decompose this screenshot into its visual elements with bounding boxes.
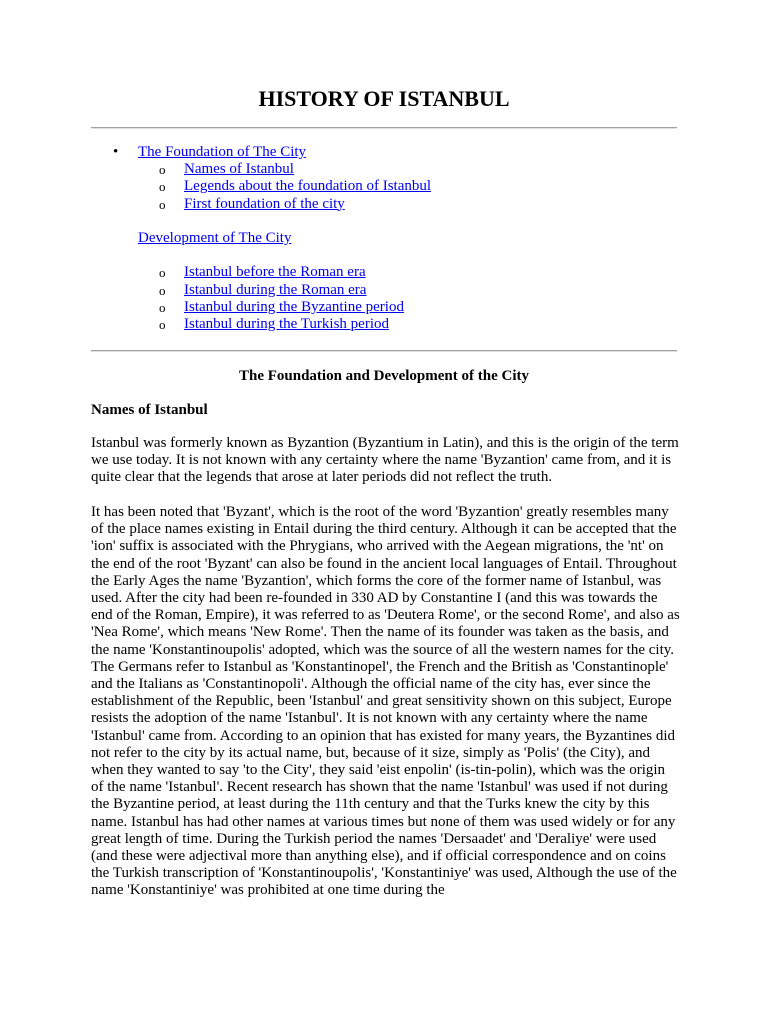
bullet-circle-icon: o — [159, 265, 166, 281]
toc-link-foundation[interactable]: The Foundation of The City — [138, 144, 307, 160]
bullet-circle-icon: o — [159, 299, 166, 315]
bullet-circle-icon: o — [159, 196, 166, 212]
toc-link-development[interactable]: Development of The City — [138, 229, 292, 246]
toc-subitem — [91, 282, 681, 299]
section-heading: The Foundation and Development of the City — [238, 368, 530, 384]
toc-subitem — [91, 316, 681, 333]
body-paragraph: It has been noted that 'Byzant', which is the root of the word 'Byzantion' greatly resembles many of the place names existing in Entail during the third century. Although it can be accepted that the 'ion' suffix is associated with the Phrygians, who arrived with the Aegean migrations, the 'nt' on the end of the root 'Byzant' can also be found in the ancient local languages of Entail. Throughout the Early Ages the name 'Byzantion', which forms the core of the former name of Istanbul, was used. After the city had been re-founded in 330 AD by Constantine I (and this was towards the end of the Roman, Empire), it was referred to as 'Deutera Rome', or the second Rome', and also as 'Nea Rome', which means 'New Rome'. Then the name of its founder was taken as the basis, and the name 'Konstantinoupolis' adopted, which was the source of all the western names for the city. The Germans refer to Istanbul as 'Konstantinopel', the French and the British as 'Constantinople' and the Italians as 'Constantinopoli'. Although the official name of the city has, ever since the establishment of the Republic, been 'Istanbul' and great sensitivity shown on this subject, Europe resists the adoption of the name 'Istanbul'. It is not known with any certainty where the name 'Istanbul' came from. According to an opinion that has existed for many years, the Byzantines did not refer to the city by its actual name, but, because of it size, simply as 'Polis' (the City), and when they wanted to say 'to the City', they said 'eist enpolin' (is-tin-polin), which was the origin of the name 'Istanbul'. Recent research has shown that the name 'Istanbul' was used if not during the Byzantine period, at least during the 11th century and that the Turks knew the city by this name. Istanbul has had other names at various times but none of them was used widely or for any great length of time. During the Turkish period the names 'Dersaadet' and 'Deraliye' were used (and these were adjectival more than anything else), and if official correspondence and on coins the Turkish transcription of 'Konstantinoupolis', 'Konstantiniye' was used, Although the use of the name 'Konstantiniye' was prohibited at one time during the — [91, 504, 680, 899]
toc-subitem — [91, 196, 681, 213]
toc-link-roman[interactable]: Istanbul during the Roman era — [184, 281, 367, 298]
toc-item — [91, 144, 681, 161]
toc-subitem — [91, 264, 681, 281]
bullet-circle-icon: o — [159, 282, 166, 298]
toc-subitem — [91, 161, 681, 178]
bullet-circle-icon: o — [159, 179, 166, 195]
horizontal-rule — [91, 350, 677, 352]
toc-link-byzantine[interactable]: Istanbul during the Byzantine period — [184, 298, 404, 315]
toc-link-names[interactable]: Names of Istanbul — [184, 161, 294, 178]
toc-subitem — [91, 178, 681, 195]
toc-spacer — [91, 247, 681, 264]
body-paragraph: Istanbul was formerly known as Byzantion (Byzantium in Latin), and this is the origin of the term we use today. It is not known with any certainty where the name 'Byzantion' came from, and it is quite clear that the legends that arose at later periods did not reflect the truth. — [91, 435, 679, 486]
toc-item — [91, 230, 681, 247]
bullet-disc-icon: • — [113, 144, 119, 160]
toc-spacer — [91, 213, 681, 230]
horizontal-rule — [91, 127, 677, 129]
toc-link-before-roman[interactable]: Istanbul before the Roman era — [184, 264, 366, 281]
subheading: Names of Istanbul — [91, 402, 208, 418]
toc-link-legends[interactable]: Legends about the foundation of Istanbul — [184, 178, 432, 195]
table-of-contents — [91, 144, 681, 333]
toc-link-first-foundation[interactable]: First foundation of the city — [184, 195, 345, 212]
bullet-circle-icon: o — [159, 316, 166, 332]
toc-subitem — [91, 299, 681, 316]
page-title: HISTORY OF ISTANBUL — [258, 86, 510, 111]
bullet-circle-icon: o — [159, 162, 166, 178]
toc-link-turkish[interactable]: Istanbul during the Turkish period — [184, 315, 389, 332]
